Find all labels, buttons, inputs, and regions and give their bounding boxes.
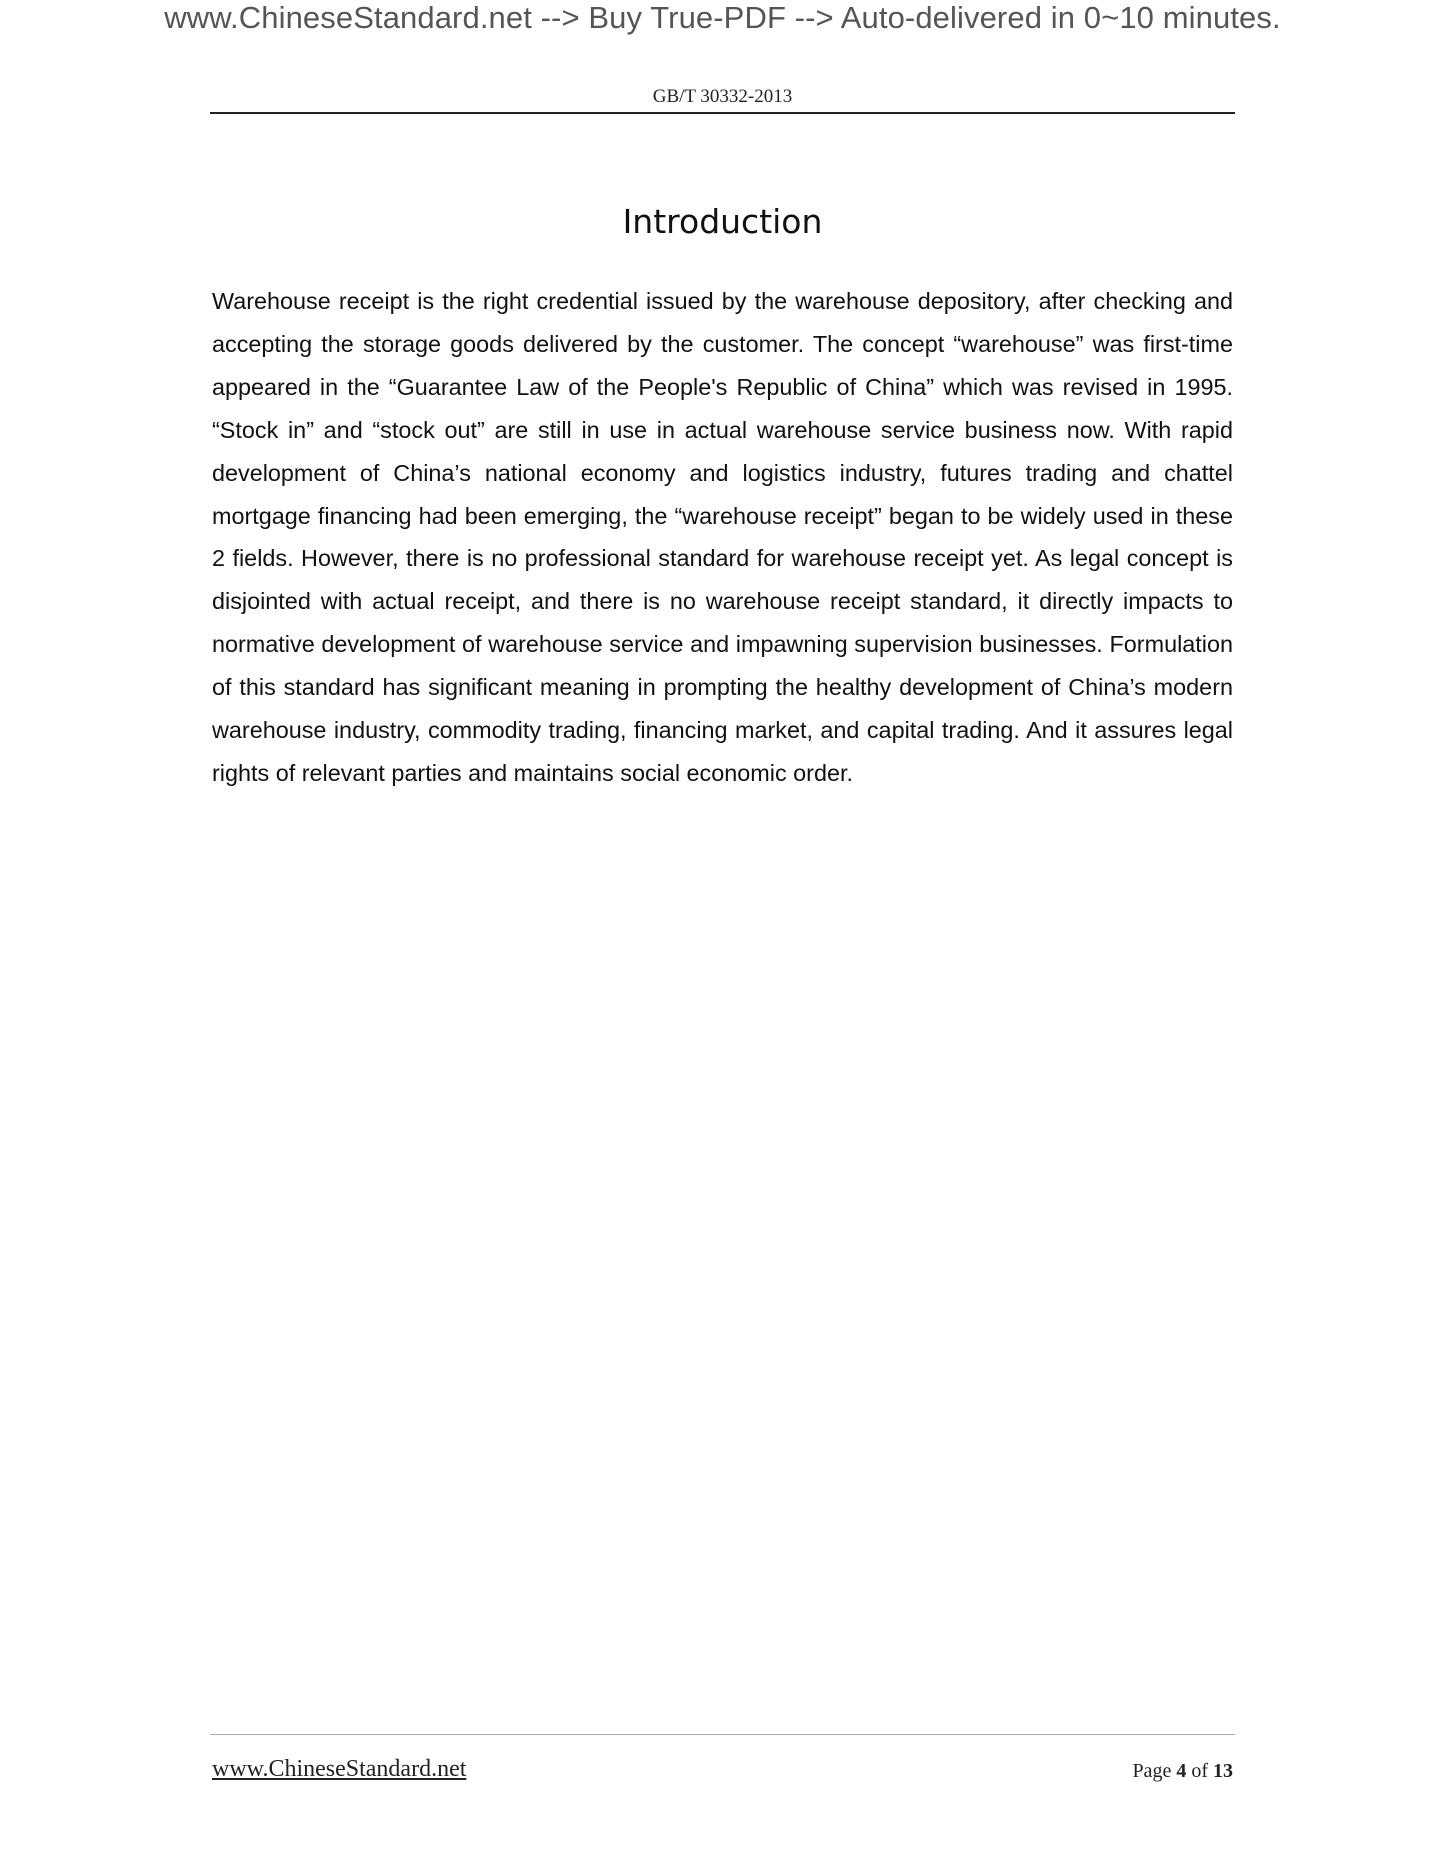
- page-prefix: Page: [1132, 1760, 1172, 1782]
- introduction-paragraph: Warehouse receipt is the right credential issued by the warehouse depository, after checking and accepting the storage goods delivered by the customer. The concept “warehouse” was first-time appeared in the “Guarantee Law of the People's Republic of China” which was revised in 1995. “Stock in” and “stock out” are still in use in actual warehouse service business now. With rapid development of China’s national economy and logistics industry, futures trading and chattel mortgage financing had been emerging, the “warehouse receipt” began to be widely used in these 2 fields. However, there is no professional standard for warehouse receipt yet. As legal concept is disjointed with actual receipt, and there is no warehouse receipt standard, it directly impacts to normative development of warehouse service and impawning supervision businesses. Formulation of this standard has significant meaning in prompting the healthy development of China’s modern warehouse industry, commodity trading, financing market, and capital trading. And it assures legal rights of relevant parties and maintains social economic order.: [212, 288, 1233, 786]
- standard-code-header: GB/T 30332-2013: [652, 86, 793, 107]
- page-total: 13: [1213, 1760, 1233, 1782]
- header-divider: [210, 112, 1235, 114]
- page-title: Introduction: [622, 202, 823, 241]
- footer-website-link[interactable]: www.ChineseStandard.net: [212, 1756, 467, 1782]
- page-number: [1132, 1760, 1233, 1783]
- top-banner: www.ChineseStandard.net --> Buy True-PDF --> Auto-delivered in 0~10 minutes.: [164, 0, 1281, 35]
- page-of: of: [1191, 1760, 1208, 1782]
- footer-divider: [210, 1734, 1235, 1735]
- page-current: 4: [1176, 1760, 1187, 1782]
